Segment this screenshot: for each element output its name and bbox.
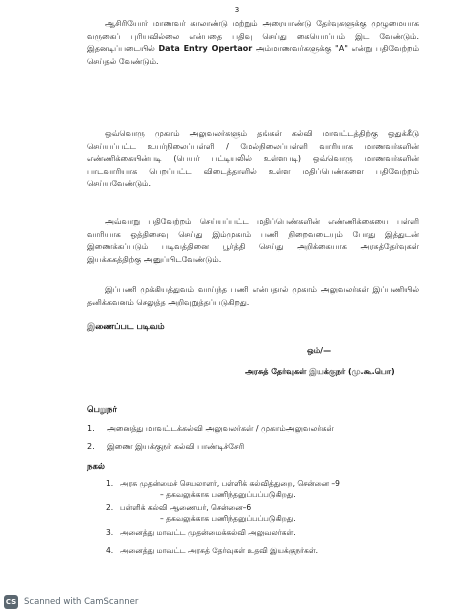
- paragraph-1-text: ஆசிரியோர் மாணவர் காலாண்டு மற்றும் அரையாண்டு தேர்வுகளுக்கு முழுமையாக வருகைப் புரியவில்லை என்பதை பதிவு செய்து கையொப்பம் இட வேண்டும். இதனடிப்படையில்: [87, 19, 419, 53]
- paragraph-3-text: அவ்வாறு பதிவேற்றம் செய்யப்பட்ட மதிப்பெண்களின் எண்ணிக்கையை பள்ளி வாரியாக ஒத்திசைவு செய்து இம்முகாம் பணி நிறைவடையும் போது இத்துடன் இணைக்கப்படும் படிவத்தினை பூர்த்தி செய்து அறிக்கையாக அரசுத்தேர்வுகள் இயக்ககத்திற்கு அனுப்பிடவேண்டும்.: [87, 217, 419, 264]
- copy-item: 2. பள்ளிக் கல்வி ஆணையர், சென்னை–6 – தகவலுக்காக பணிந்தனுப்பப்படுகிறது.: [106, 503, 296, 523]
- paragraph-2-text: ஒவ்வொரு முகாம் அலுவலர்களும் தங்கள் கல்வி மாவட்டத்திற்கு ஒதுக்கீடு செய்யப்பட்ட உயர்நிலைப்பள்ளி / மேல்நிலைப்பள்ளி வாரியாக மாணவர்களின் எண்ணிக்கையின்படி (பெயர் பட்டியலில் உள்ளபடி) ஒவ்வொரு மாணவர்களின் பாடவாரியாக பெறப்பட்ட விடைத்தாளில் உள்ள மதிப்பெண்களை பதிவேற்றம் செய்யவேண்டும்.: [87, 129, 419, 188]
- paragraph-1: [87, 18, 419, 68]
- copy-item: 1. அரசு முதன்மைச் செயலாளர், பள்ளிக் கல்வித்துறை, சென்னை –9 – தகவலுக்காக பணிந்தனுப்பப்படுகிறது.: [106, 479, 340, 499]
- copy-label: நகல்: [87, 462, 105, 472]
- camscanner-logo-icon: CS: [4, 595, 18, 609]
- copy-item: 3. அனைத்து மாவட்ட முதன்மைக்கல்வி அலுவலர்கள்.: [106, 528, 296, 537]
- recipient-item: 1. அனைத்து மாவட்டக்கல்வி அலுவலர்கள் / முகாம்அலுவலர்கள்: [87, 424, 334, 433]
- paragraph-2: [87, 128, 419, 191]
- paragraph-1-tail: அம்மாணவர்களுக்கு "A" என்று பதிவேற்றம் செய்தல் வேண்டும்.: [87, 44, 420, 66]
- page-number: 3: [234, 6, 240, 14]
- scanner-watermark-text: Scanned with CamScanner: [24, 597, 139, 607]
- paragraph-1-bold: Data Entry Opertaor: [158, 44, 253, 53]
- attachment-label: இணைப்பட படிவம்: [87, 322, 165, 332]
- paragraph-3: [87, 216, 419, 266]
- paragraph-4: [87, 284, 419, 309]
- signature-designation: அரசுத் தேர்வுகள் இயக்குநர் (மு.கூ.பொ): [245, 367, 395, 376]
- recipient-item: 2. இணை இயக்குநர் கல்வி பாண்டிச்சேரி: [87, 442, 245, 451]
- recipients-label: பெறுநர்: [87, 405, 117, 415]
- paragraph-4-text: இப்பணி முக்கியத்துவம் வாய்ந்த பணி என்பதால் முகாம் அலுவலர்கள் இப்பணியில் தனிக்கவனம் செலுத்த அறிவுறுத்தப்படுகிறது.: [87, 285, 419, 307]
- copy-item: 4. அனைத்து மாவட்ட அரசுத் தேர்வுகள் உதவி இயக்குநர்கள்.: [106, 546, 318, 555]
- signature-sd: ஒம்/—: [307, 346, 332, 355]
- scanner-footer: [4, 594, 138, 610]
